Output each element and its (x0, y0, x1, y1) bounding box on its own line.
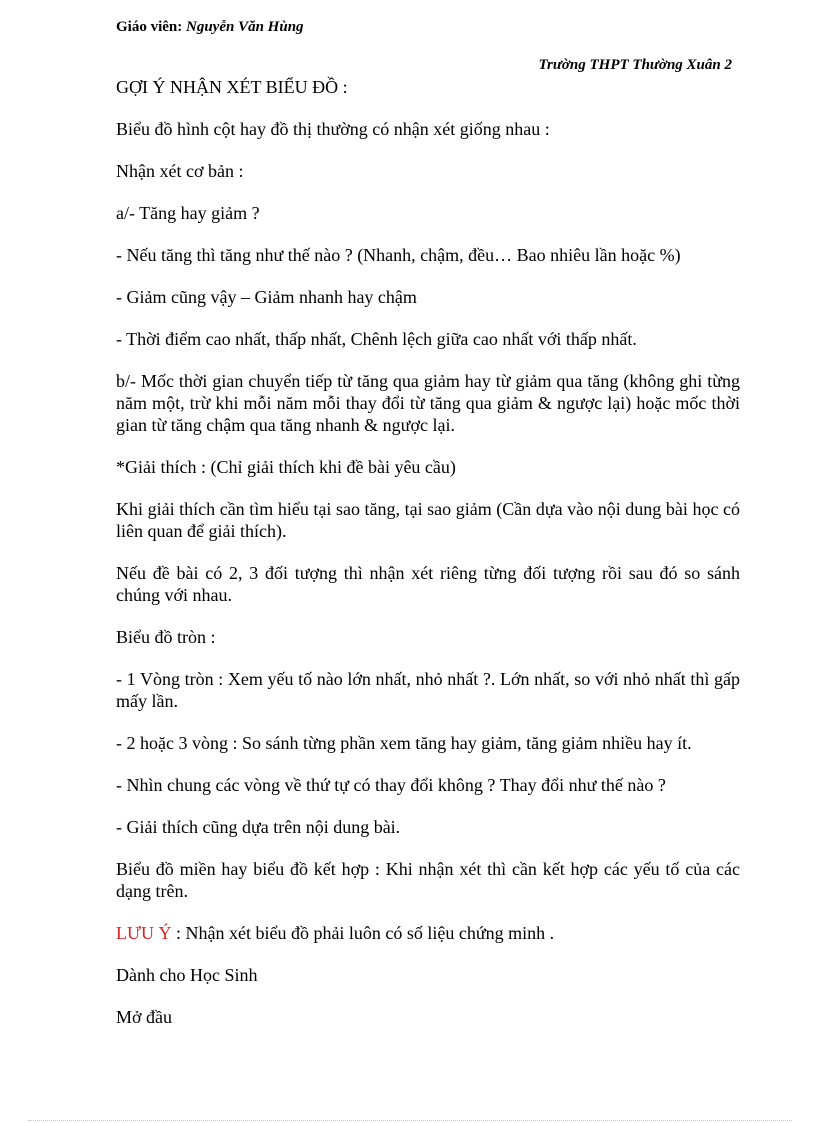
paragraph: - Giải thích cũng dựa trên nội dung bài. (116, 817, 401, 837)
school-header: Trường THPT Thường Xuân 2 (538, 57, 732, 73)
paragraph: Khi giải thích cần tìm hiểu tại sao tăng, tại sao giảm (Cần dựa vào nội dung bài học có liên quan để giải thích). (116, 499, 740, 541)
closing-line: Mở đầu (116, 1007, 173, 1027)
paragraph: a/- Tăng hay giảm ? (116, 203, 260, 223)
paragraph: Biểu đồ hình cột hay đồ thị thường có nhận xét giống nhau : (116, 119, 550, 139)
teacher-name: Nguyễn Văn Hùng (186, 19, 304, 35)
teacher-header (116, 19, 304, 36)
paragraph: Biểu đồ miền hay biểu đồ kết hợp : Khi nhận xét thì cần kết hợp các yếu tố của các dạng trên. (116, 859, 740, 901)
paragraph: - Giảm cũng vậy – Giảm nhanh hay chậm (116, 287, 417, 307)
paragraph: - Thời điểm cao nhất, thấp nhất, Chênh lệch giữa cao nhất với thấp nhất. (116, 329, 637, 349)
note-text: : Nhận xét biểu đồ phải luôn có số liệu chứng minh . (171, 923, 555, 943)
paragraph: *Giải thích : (Chỉ giải thích khi đề bài yêu cầu) (116, 457, 456, 477)
paragraph: - Nếu tăng thì tăng như thế nào ? (Nhanh, chậm, đều… Bao nhiêu lần hoặc %) (116, 245, 681, 265)
paragraph: Nếu đề bài có 2, 3 đối tượng thì nhận xét riêng từng đối tượng rồi sau đó so sánh chúng với nhau. (116, 563, 740, 605)
page-bottom-divider (28, 1120, 792, 1121)
paragraph: Biểu đồ tròn : (116, 627, 216, 647)
note-label: LƯU Ý (116, 923, 172, 943)
note-paragraph (116, 922, 740, 944)
closing-line: Dành cho Học Sinh (116, 965, 258, 985)
paragraph: - Nhìn chung các vòng về thứ tự có thay đổi không ? Thay đổi như thế nào ? (116, 775, 666, 795)
teacher-label: Giáo viên: (116, 19, 186, 35)
paragraph: b/- Mốc thời gian chuyển tiếp từ tăng qua giảm hay từ giảm qua tăng (không ghi từng năm một, trừ khi mỗi năm mỗi thay đổi từ tăng qua giảm & ngược lại) hoặc mốc thời gian từ tăng chậm qua tăng nhanh & ngược lại. (116, 371, 740, 435)
paragraph: - 2 hoặc 3 vòng : So sánh từng phần xem tăng hay giảm, tăng giảm nhiều hay ít. (116, 733, 692, 753)
section-title: GỢI Ý NHẬN XÉT BIỂU ĐỒ : (116, 77, 348, 97)
paragraph: Nhận xét cơ bản : (116, 161, 244, 181)
paragraph: - 1 Vòng tròn : Xem yếu tố nào lớn nhất, nhỏ nhất ?. Lớn nhất, so với nhỏ nhất thì gấp mấy lần. (116, 669, 740, 711)
document-body (116, 76, 740, 1028)
